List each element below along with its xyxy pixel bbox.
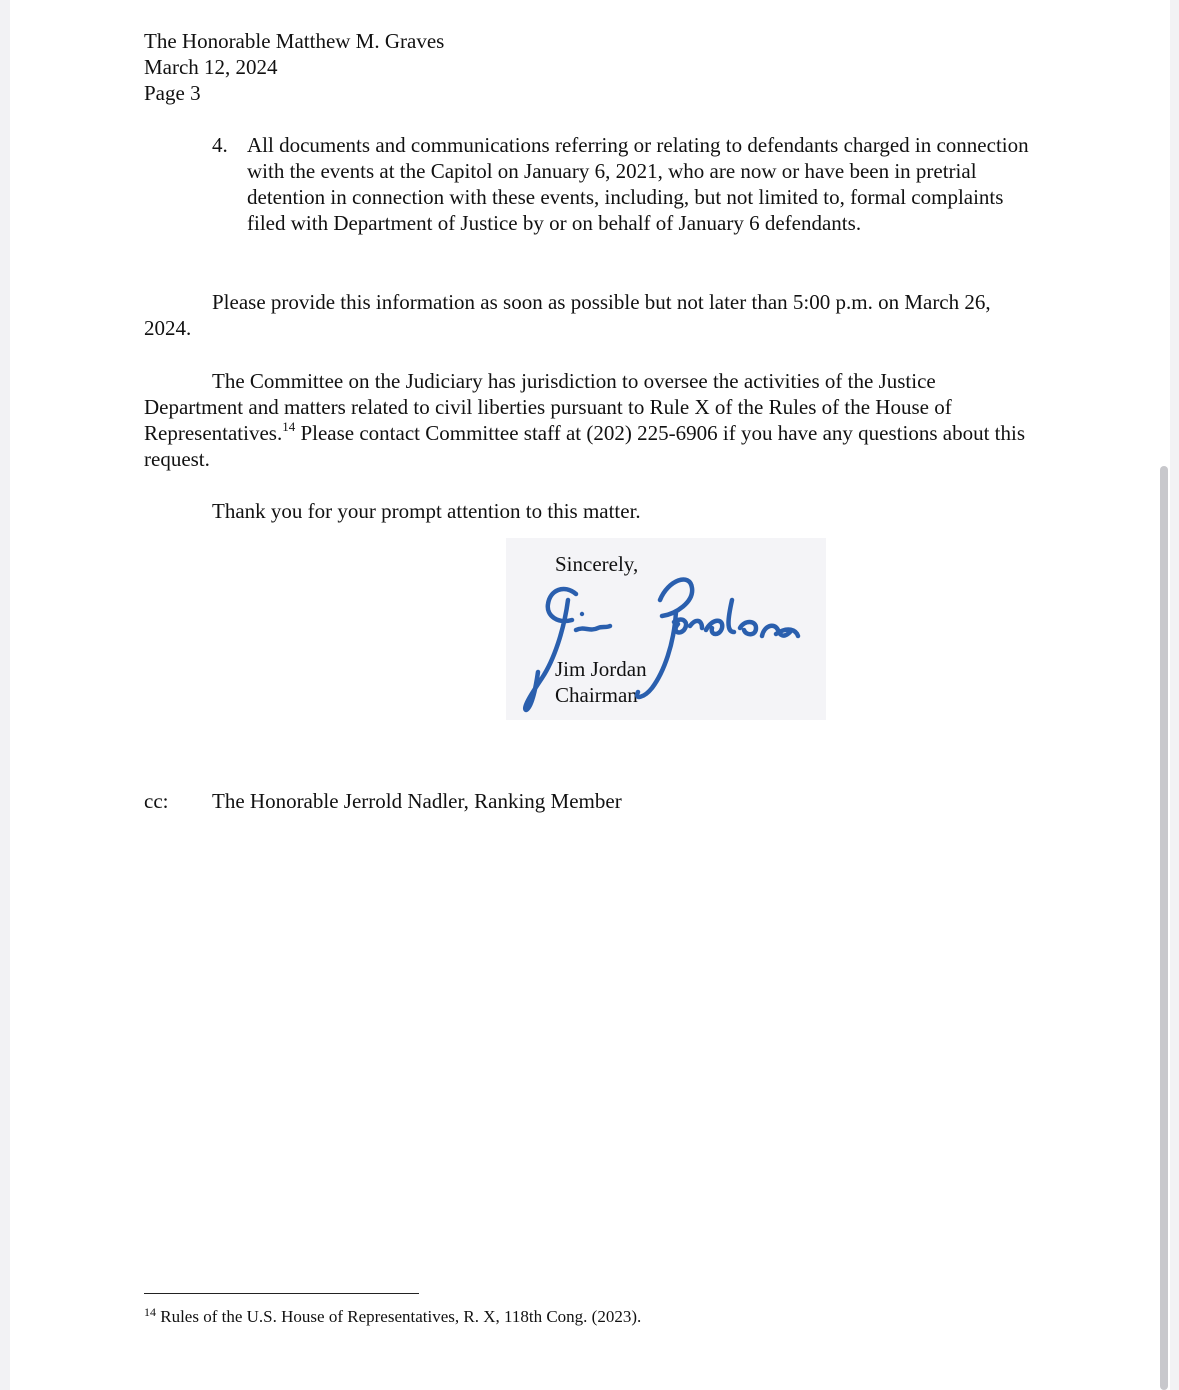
signer-title: Chairman [555, 683, 638, 707]
scrollbar-thumb[interactable] [1160, 466, 1168, 1390]
handwritten-signature [506, 560, 806, 720]
letter-header [144, 28, 844, 106]
jurisdiction-paragraph [144, 368, 1039, 472]
date-line: March 12, 2024 [144, 55, 278, 79]
cc-recipient: The Honorable Jerrold Nadler, Ranking Member [212, 789, 622, 813]
footnote [144, 1306, 641, 1328]
thanks-paragraph: Thank you for your prompt attention to this matter. [212, 499, 641, 523]
signature-strokes [525, 579, 798, 710]
recipient-line: The Honorable Matthew M. Graves [144, 29, 445, 53]
item-number: 4. [212, 133, 228, 157]
document-page [10, 0, 1170, 1390]
footnote-reference: 14 [282, 419, 296, 434]
jurisdiction-text: The Committee on the Judiciary has jurisdiction to oversee the activities of the Justice Department and matters related to civil liberties pursuant to Rule X of the Rules of the House of Representatives. [144, 369, 952, 445]
contact-text: Please contact Committee staff at (202) 225-6906 if you have any questions about this request. [144, 421, 1025, 471]
cc-label: cc: [144, 789, 169, 813]
footnote-divider [144, 1293, 419, 1294]
item-text: All documents and communications referring or relating to defendants charged in connection with the events at the Capitol on January 6, 2021, who are now or have been in pretrial detention in connection with these events, including, but not limited to, formal complaints filed with Department of Justice by or on behalf of January 6 defendants. [247, 133, 1029, 235]
footnote-text: Rules of the U.S. House of Representatives, R. X, 118th Cong. (2023). [160, 1307, 642, 1326]
deadline-paragraph: Please provide this information as soon as possible but not later than 5:00 p.m. on March 26, 2024. [144, 290, 991, 340]
page-number: Page 3 [144, 81, 201, 105]
scrollbar-track[interactable] [1170, 0, 1179, 1390]
signer-name: Jim Jordan [555, 657, 647, 681]
closing-salutation: Sincerely, [555, 552, 639, 576]
footnote-number: 14 [144, 1305, 156, 1319]
